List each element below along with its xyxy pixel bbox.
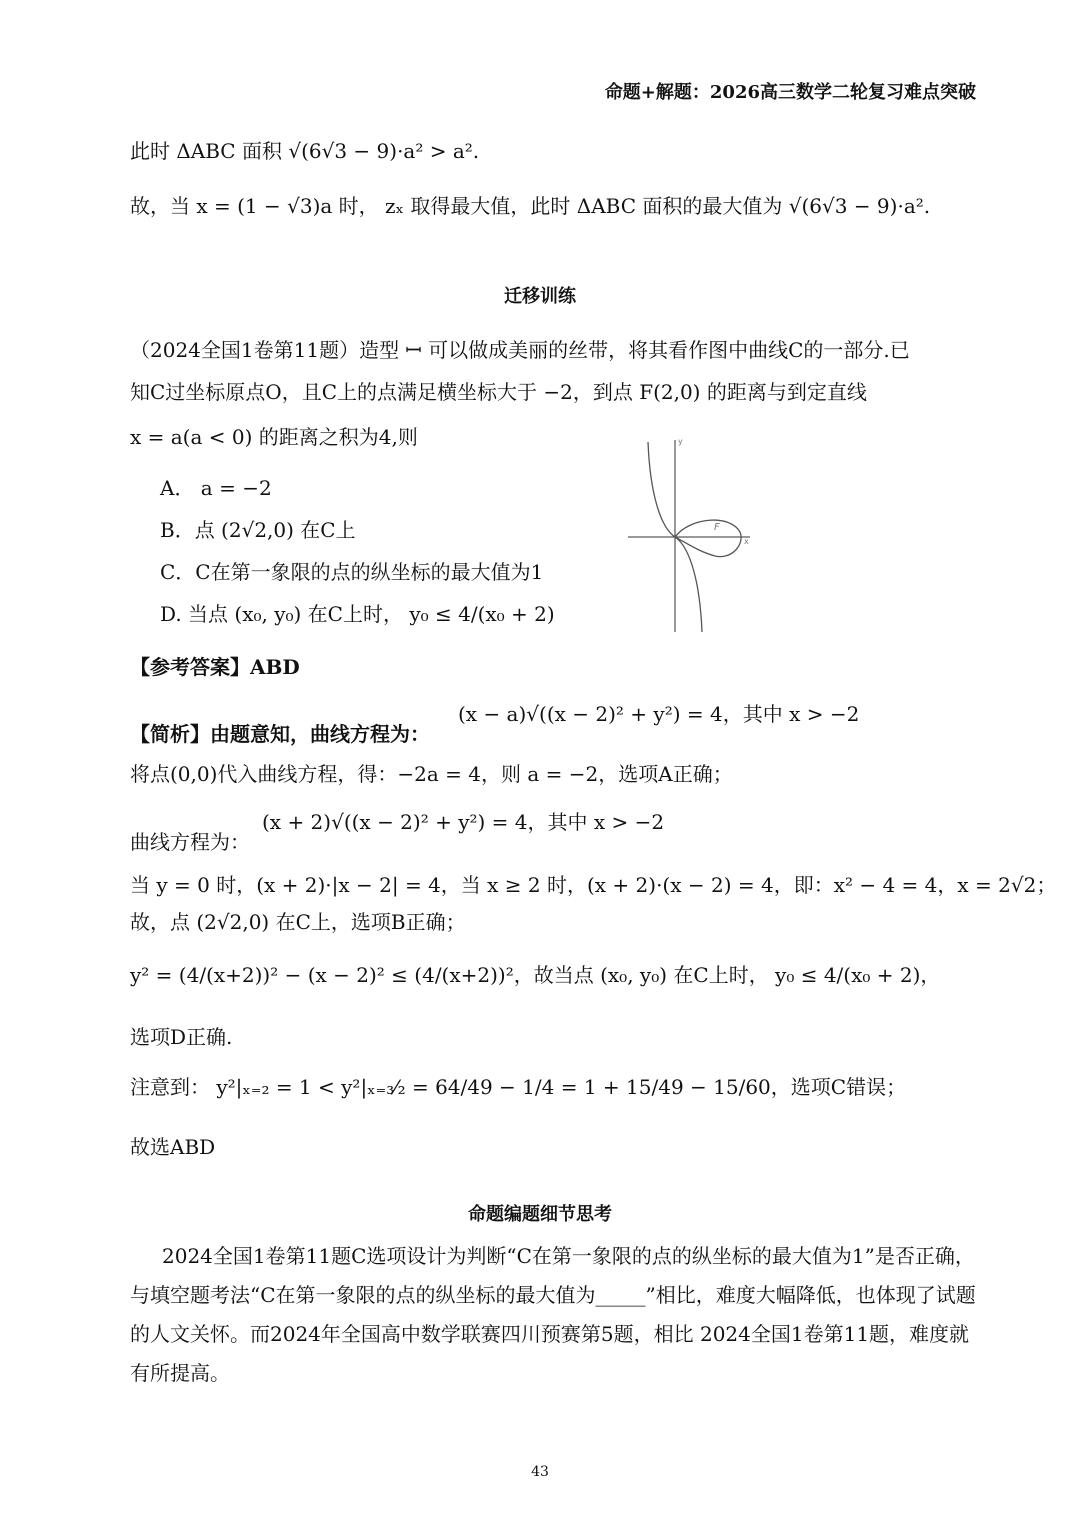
analysis-line-option-d: 选项D正确.: [130, 1025, 233, 1049]
page-header: 命题+解题：2026高三数学二轮复习难点突破: [604, 82, 976, 103]
analysis-equation-1: (x − a)√((x − 2)² + y²) = 4，其中 x > −2: [458, 702, 860, 726]
option-d: D. 当点 (x₀, y₀) 在C上时， y₀ ≤ 4/(x₀ + 2): [160, 602, 555, 626]
option-b: B．点 (2√2,0) 在C上: [160, 518, 356, 542]
analysis-line-option-c: 注意到： y²|ₓ₌₂ = 1 < y²|ₓ₌₃⁄₂ = 64/49 − 1/4 = 1 + 15/49 − 15/60，选项C错误；: [130, 1075, 907, 1099]
analysis-line-option-b: 故，点 (2√2,0) 在C上，选项B正确；: [130, 910, 466, 934]
curve-loop: [675, 520, 741, 557]
analysis-intro: 【简析】由题意知，曲线方程为：: [130, 722, 430, 746]
section-title-thinking: 命题编题细节思考: [468, 1204, 612, 1225]
text-line-area: 此时 ΔABC 面积 √(6√3 − 9)·a² > a².: [130, 139, 480, 163]
analysis-equation-2: (x + 2)√((x − 2)² + y²) = 4，其中 x > −2: [262, 810, 665, 834]
analysis-line-y0: 当 y = 0 时，(x + 2)·|x − 2| = 4，当 x ≥ 2 时，(x + 2)·(x − 2) = 4，即：x² − 4 = 4，x = 2√2；: [130, 873, 1057, 897]
option-c: C．C在第一象限的点的纵坐标的最大值为1: [160, 560, 544, 584]
reference-answer: 【参考答案】ABD: [130, 655, 300, 679]
page-number: 43: [531, 1464, 549, 1480]
text-line-max-area: 故，当 x = (1 − √3)a 时， zₓ 取得最大值，此时 ΔABC 面积的最大值为 √(6√3 − 9)·a².: [130, 194, 931, 218]
y-axis-label: y: [678, 437, 683, 446]
curve-figure: [620, 432, 760, 637]
analysis-conclusion: 故选ABD: [130, 1135, 216, 1159]
problem-line-1: （2024全国1卷第11题）造型 ꟷ 可以做成美丽的丝带，将其看作图中曲线C的一部分.已: [130, 338, 910, 362]
section-title-transfer: 迁移训练: [504, 286, 576, 307]
problem-line-3: x = a(a < 0) 的距离之积为4,则: [130, 425, 418, 449]
analysis-line-inequality: y² = (4/(x+2))² − (x − 2)² ≤ (4/(x+2))²，故当点 (x₀, y₀) 在C上时， y₀ ≤ 4/(x₀ + 2)，: [130, 963, 941, 987]
problem-line-2: 知C过坐标原点O，且C上的点满足横坐标大于 −2，到点 F(2,0) 的距离与到定直线: [130, 380, 867, 404]
analysis-curve-label: 曲线方程为：: [130, 830, 250, 854]
analysis-line-substitute: 将点(0,0)代入曲线方程，得：−2a = 4，则 a = −2，选项A正确；: [130, 762, 733, 786]
focus-label: F: [714, 522, 720, 533]
option-a: A． a = −2: [160, 476, 272, 500]
thinking-paragraph: 2024全国1卷第11题C选项设计为判断“C在第一象限的点的纵坐标的最大值为1”是否正确，与填空题考法“C在第一象限的点的纵坐标的最大值为_____”相比，难度大幅降低，也体现了试题的人文关怀。而2024年全国高中数学联赛四川预赛第5题，相比 2024全国1卷第11题，难度就有所提高。: [130, 1244, 976, 1385]
x-axis-label: x: [744, 537, 749, 546]
